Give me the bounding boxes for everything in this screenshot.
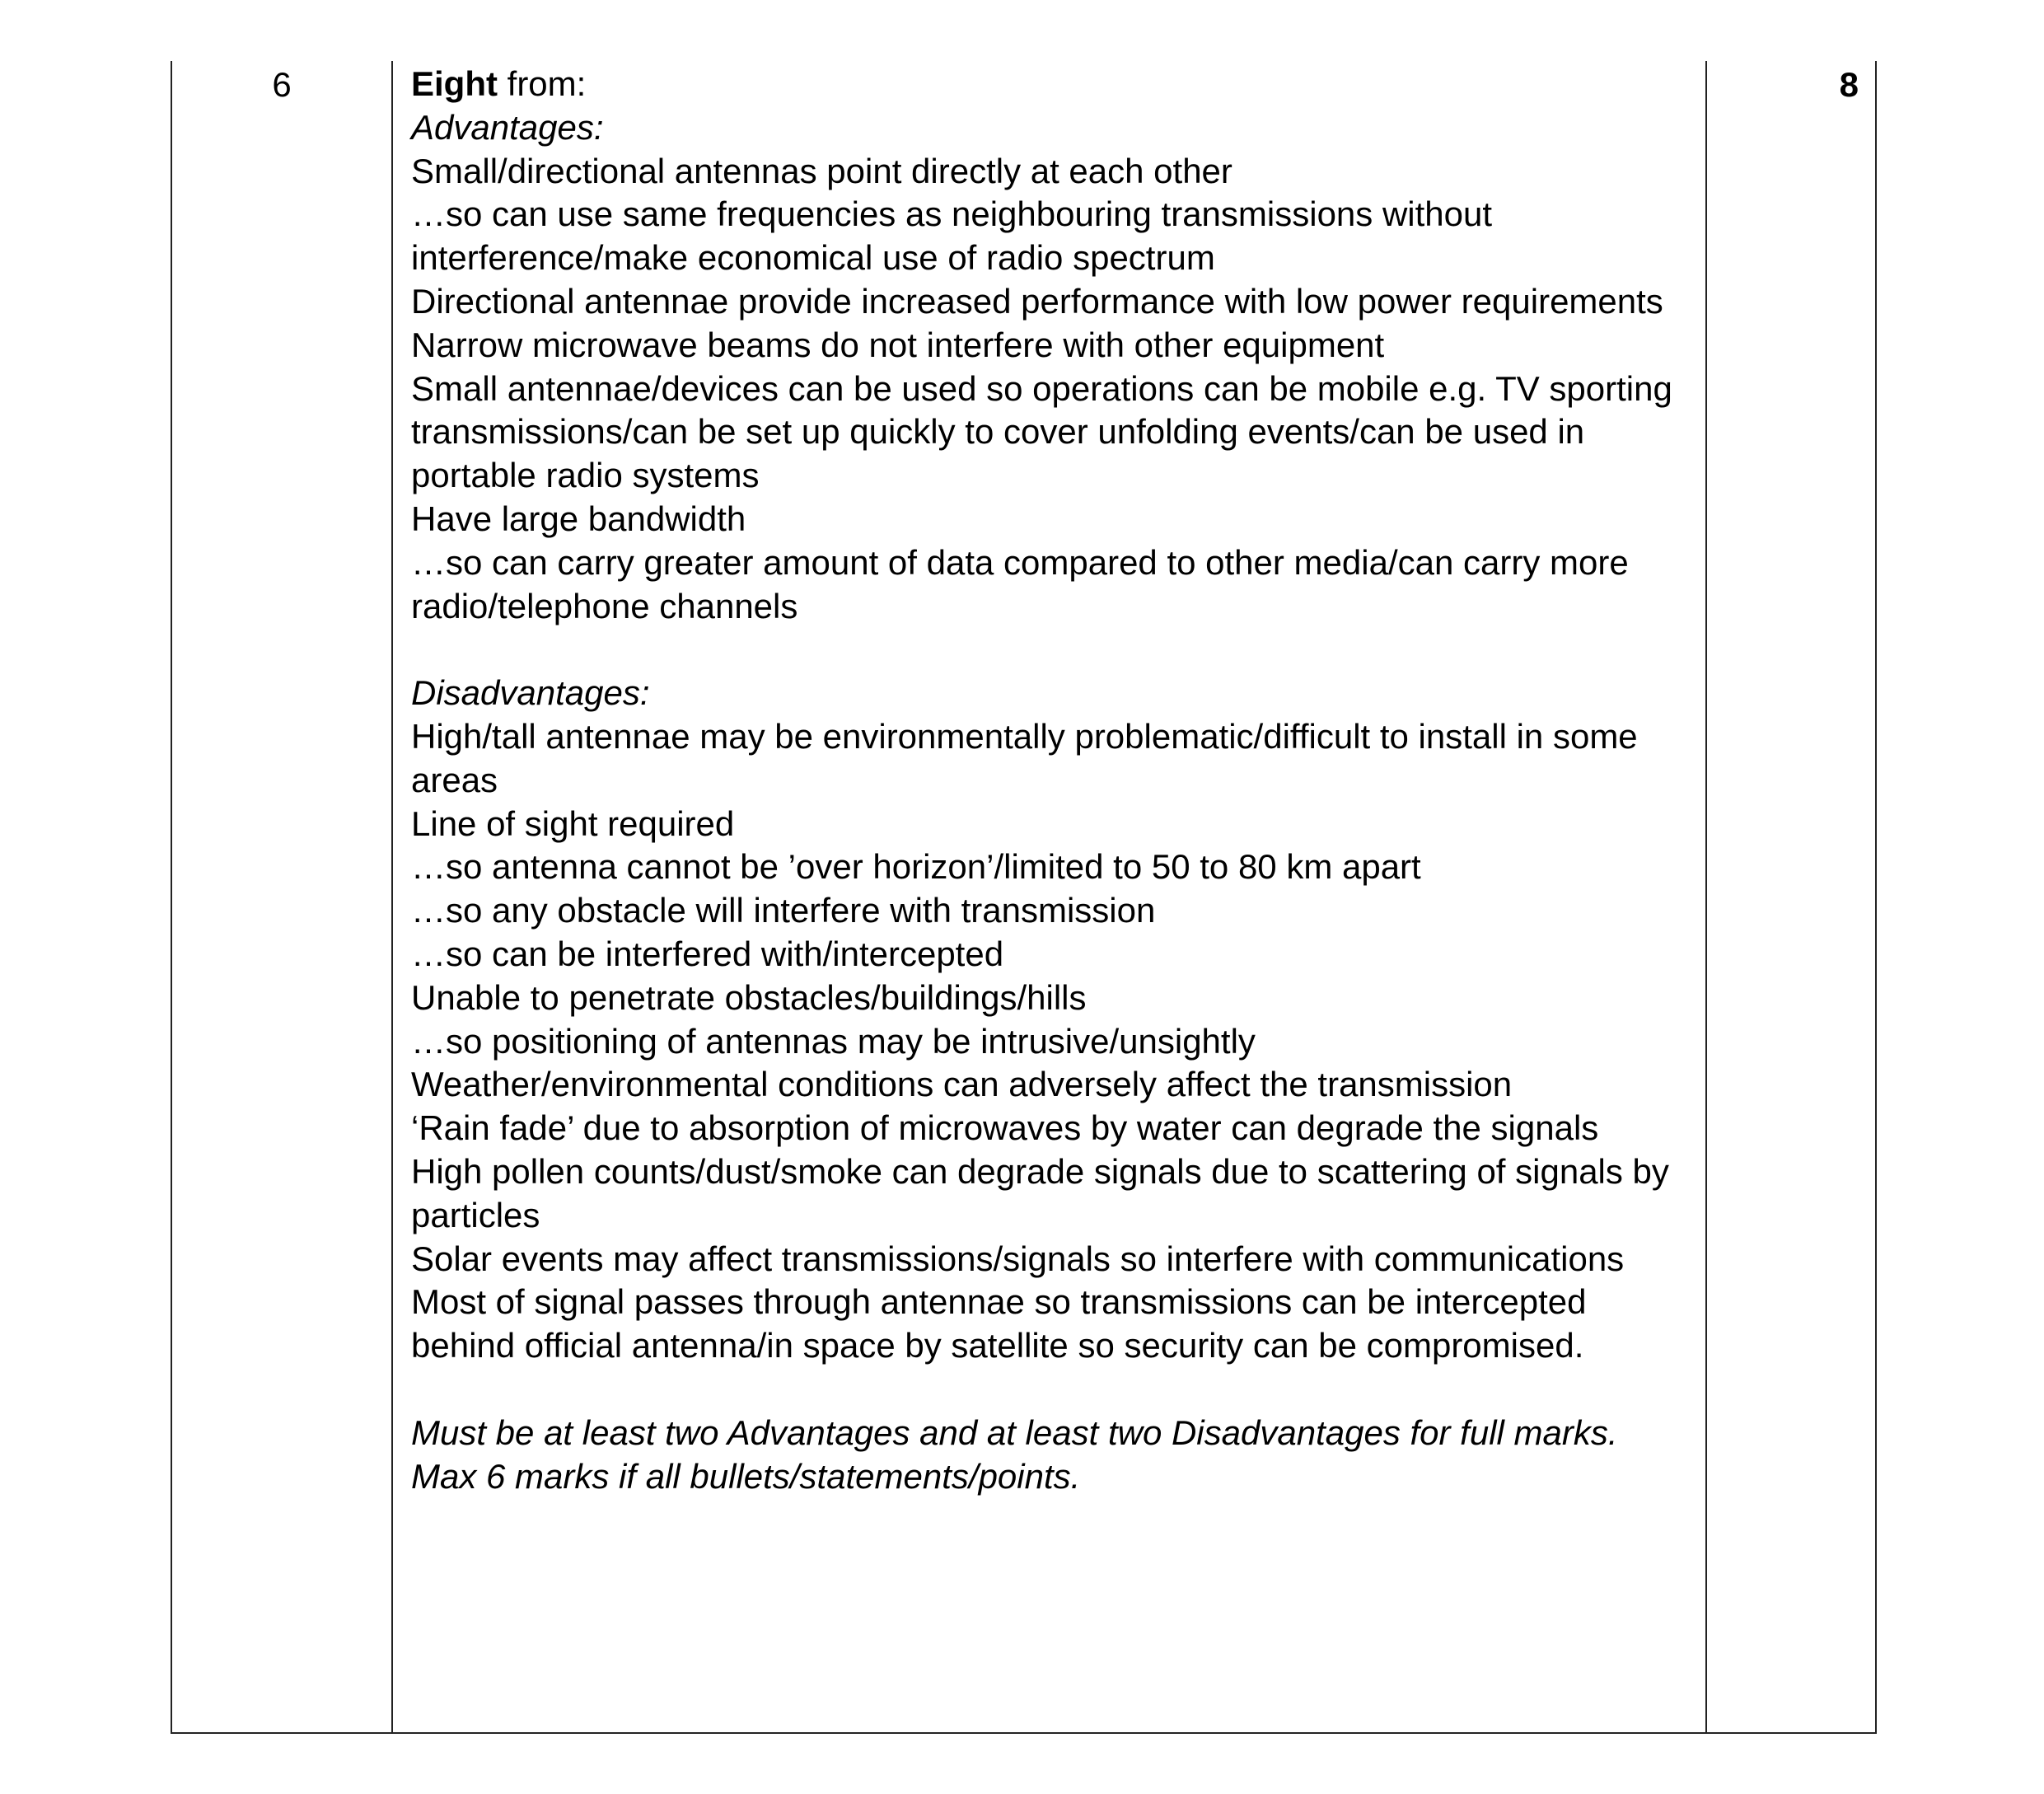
- answer-intro: [411, 63, 1696, 106]
- mark-scheme-table: [171, 61, 1877, 1734]
- question-number: 6: [272, 65, 292, 104]
- advantage-point: …so can use same frequencies as neighbouring transmissions without interference/make economical use of radio spectrum: [411, 194, 1493, 278]
- guidance-note: Max 6 marks if all bullets/statements/points.: [411, 1456, 1081, 1496]
- disadvantage-point: Unable to penetrate obstacles/buildings/hills: [411, 977, 1087, 1017]
- disadvantage-point: …so any obstacle will interfere with transmission: [411, 891, 1156, 930]
- spacer: [411, 628, 1696, 672]
- intro-bold: Eight: [411, 64, 498, 103]
- column-divider: [391, 61, 393, 1732]
- disadvantages-heading: Disadvantages:: [411, 673, 650, 713]
- disadvantage-point: Most of signal passes through antennae so transmissions can be intercepted behind official antenna/in space by satellite so security can be compromised.: [411, 1282, 1587, 1365]
- column-divider: [1705, 61, 1707, 1732]
- advantage-point: Have large bandwidth: [411, 499, 746, 538]
- advantage-point: Narrow microwave beams do not interfere with other equipment: [411, 325, 1385, 364]
- disadvantage-point: ‘Rain fade’ due to absorption of microwaves by water can degrade the signals: [411, 1108, 1599, 1148]
- disadvantage-point: High/tall antennae may be environmentally problematic/difficult to install in some areas: [411, 716, 1638, 799]
- advantage-point: …so can carry greater amount of data compared to other media/can carry more radio/telephone channels: [411, 542, 1629, 625]
- disadvantage-point: Weather/environmental conditions can adversely affect the transmission: [411, 1065, 1513, 1104]
- advantage-point: Directional antennae provide increased performance with low power requirements: [411, 281, 1663, 321]
- advantages-heading: Advantages:: [411, 107, 604, 147]
- answer-column: [411, 61, 1696, 1498]
- marks-value: 8: [1839, 65, 1859, 104]
- intro-rest: from:: [497, 64, 587, 103]
- disadvantage-point: …so can be interfered with/intercepted: [411, 934, 1004, 973]
- disadvantage-point: Solar events may affect transmissions/signals so interfere with communications: [411, 1239, 1625, 1278]
- disadvantage-point: High pollen counts/dust/smoke can degrade signals due to scattering of signals by particles: [411, 1151, 1669, 1234]
- spacer: [411, 1368, 1696, 1412]
- disadvantage-point: …so antenna cannot be ’over horizon’/limited to 50 to 80 km apart: [411, 847, 1421, 887]
- advantage-point: Small/directional antennas point directly at each other: [411, 151, 1232, 190]
- disadvantage-point: …so positioning of antennas may be intrusive/unsightly: [411, 1021, 1256, 1061]
- guidance-note: Must be at least two Advantages and at least two Disadvantages for full marks.: [411, 1412, 1618, 1452]
- advantage-point: Small antennae/devices can be used so operations can be mobile e.g. TV sporting transmissions/can be set up quickly to cover unfolding events/can be used in portable radio systems: [411, 368, 1672, 495]
- disadvantage-point: Line of sight required: [411, 803, 735, 843]
